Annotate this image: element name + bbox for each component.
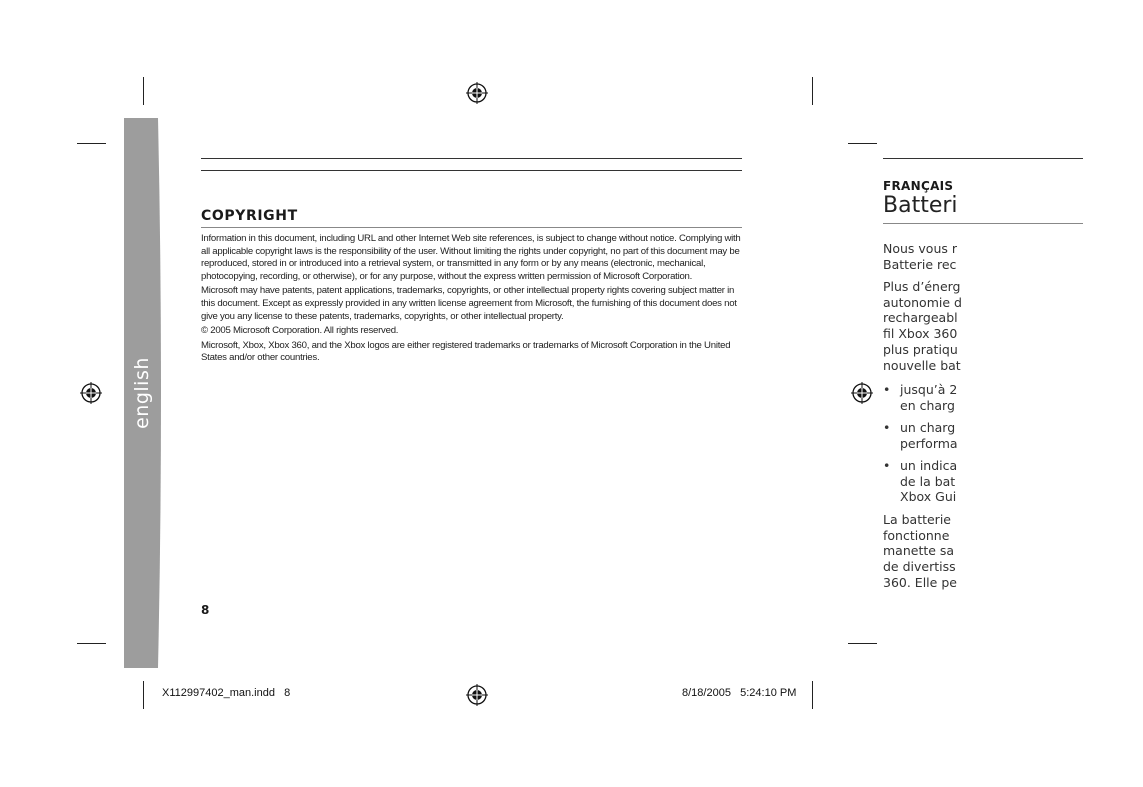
copyright-paragraph: Microsoft, Xbox, Xbox 360, and the Xbox logos are either registered trademarks or trademarks of Microsoft Corporation in the United States and/or other countries. [201,339,731,364]
crop-mark [812,681,813,709]
registration-mark-icon [851,382,873,404]
text-line: de la bat [900,473,956,489]
text-line: un charg [900,420,956,435]
slug-timestamp: 8/18/2005 5:24:10 PM [682,687,797,699]
facing-page-french [883,0,962,787]
registration-mark-icon [466,82,488,104]
text-line: manette sa [883,543,955,559]
page-title: Batteri [883,193,958,218]
text-line: rechargeabl [883,310,958,326]
paragraph [883,279,1143,373]
section-heading: COPYRIGHT [201,208,742,228]
text-line: fonctionne [883,527,950,543]
title-rule [883,223,1083,224]
copyright-paragraph: Information in this document, including URL and other Internet Web site references, is subject to change without notice. Complying with all applicable copyright laws is the responsibility of the user. Without limiting the rights under copyright, no part of this document may be reproduced, stored in or introduced into a retrieval system, or transmitted in any form or by any means (electronic, mechanical, photocopying, recording, or otherwise), or for any purpose, without the express written permission of Microsoft Corporation. [201,233,741,282]
text-line: autonomie d [883,294,962,310]
text-line: de divertiss [883,559,956,575]
crop-mark [143,77,144,105]
top-rule [201,170,742,171]
text-line: Xbox Gui [900,489,957,505]
text-line: performa [900,435,958,451]
text-line: un indica [900,458,958,473]
crop-mark [77,143,106,144]
slug-filename: X112997402_man.indd 8 [162,687,291,699]
crop-mark [77,643,106,644]
text-line: nouvelle bat [883,357,961,373]
intro-paragraph [883,241,1143,272]
top-rule [883,158,1083,159]
page-number: 8 [201,603,210,617]
copyright-paragraph: © 2005 Microsoft Corporation. All rights reserved. [201,325,399,337]
bullet-item [883,382,957,413]
crop-mark [143,681,144,709]
text-line: fil Xbox 360 [883,326,958,342]
bullet-dot: • [883,382,891,397]
bullet-dot: • [883,458,891,473]
top-rule [201,158,742,159]
copyright-body [201,233,742,367]
text-line: plus pratiqu [883,341,958,357]
language-label: FRANÇAIS [883,179,954,193]
bullet-item [883,458,957,505]
registration-mark-icon [466,684,488,706]
paragraph [883,512,1143,591]
text-line: 360. Elle pe [883,574,957,590]
copyright-paragraph: Microsoft may have patents, patent applications, trademarks, copyrights, or other intellectual property rights covering subject matter in this document. Except as expressly provided in any written license agreement from Microsoft, the furnishing of this document does not give you any license to these patents, trademarks, copyrights, or other intellectual property. [201,285,737,322]
crop-mark [848,143,877,144]
text-line: La batterie [883,512,951,527]
text-line: en charg [900,397,955,413]
registration-mark-icon [80,382,102,404]
bullet-item [883,420,958,451]
crop-mark [848,643,877,644]
text-line: Nous vous r [883,241,957,256]
text-line: Batterie rec [883,256,957,272]
text-line: jusqu’à 2 [900,382,958,397]
text-line: Plus d’énerg [883,279,961,294]
language-tab-label: english [131,357,153,429]
bullet-dot: • [883,420,891,435]
crop-mark [812,77,813,105]
